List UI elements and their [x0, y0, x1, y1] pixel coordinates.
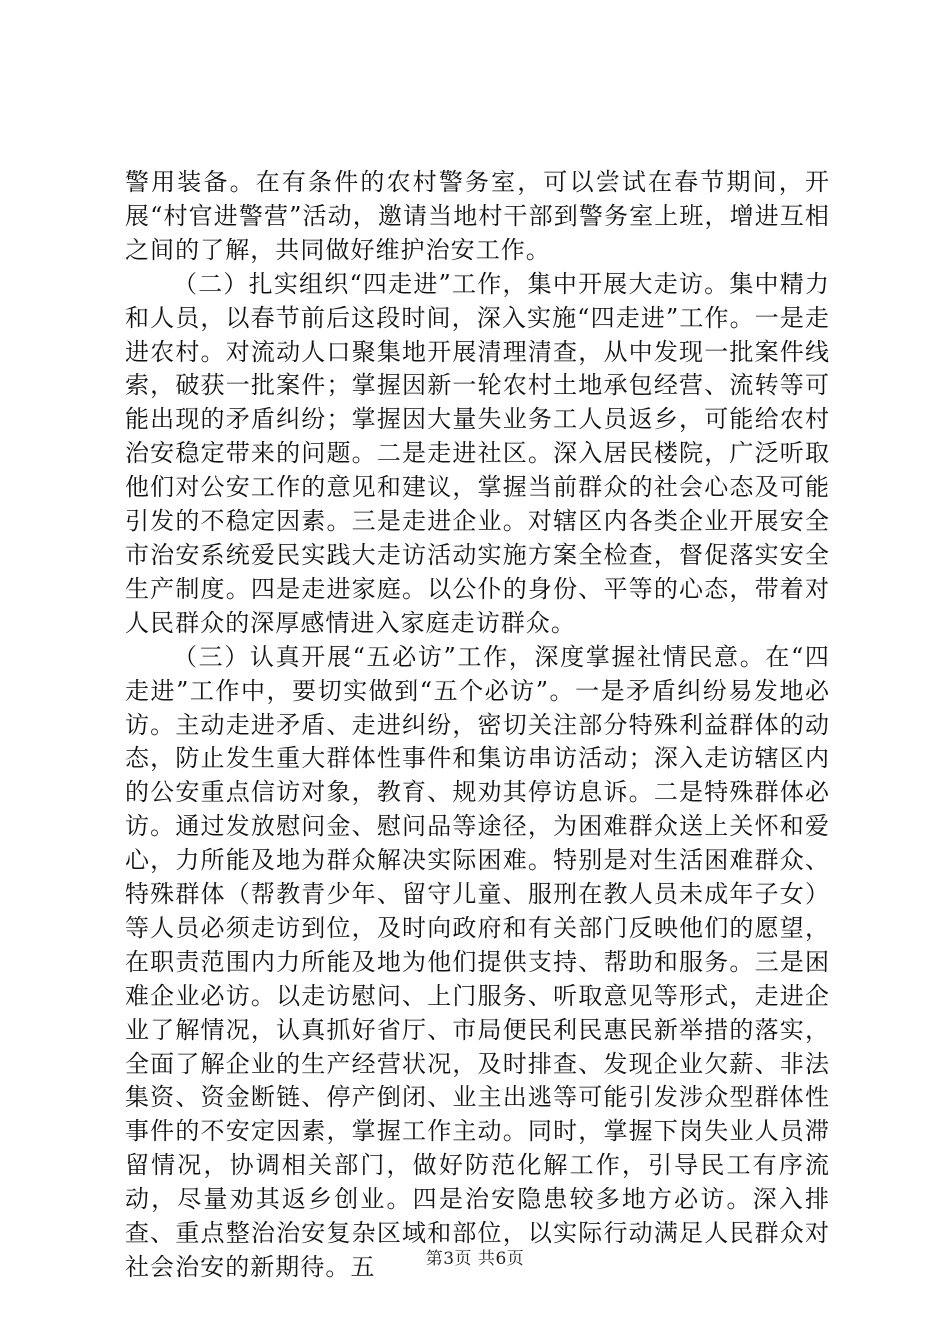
- page-number-footer: 第3页 共6页: [425, 1249, 525, 1269]
- paragraph-section-two: （二）扎实组织“四走进”工作，集中开展大走访。集中精力和人员，以春节前后这段时间，深入实施“四走进”工作。一是走进农村。对流动人口聚集地开展清理清查，从中发现一批案件线索，破获一批案件；掌握因新一轮农村土地承包经营、流转等可能出现的矛盾纠纷；掌握因大量失业务工人员返乡，可能给农村治安稳定带来的问题。二是走进社区。深入居民楼院，广泛听取他们对公安工作的意见和建议，掌握当前群众的社会心态及可能引发的不稳定因素。三是走进企业。对辖区内各类企业开展安全市治安系统爱民实践大走访活动实施方案全检查，督促落实安全生产制度。四是走进家庭。以公仆的身份、平等的心态，带着对人民群众的深厚感情进入家庭走访群众。: [125, 269, 830, 637]
- document-body: [125, 166, 830, 1285]
- paragraph-section-three: （三）认真开展“五必访”工作，深度掌握社情民意。在“四走进”工作中，要切实做到“五个必访”。一是矛盾纠纷易发地必访。主动走进矛盾、走进纠纷，密切关注部分特殊利益群体的动态，防止发生重大群体性事件和集访串访活动；深入走访辖区内的公安重点信访对象，教育、规劝其停访息诉。二是特殊群体必访。通过发放慰问金、慰问品等途径，为困难群众送上关怀和爱心，力所能及地为群众解决实际困难。特别是对生活困难群众、特殊群体（帮教青少年、留守儿童、服刑在教人员未成年子女）等人员必须走访到位，及时向政府和有关部门反映他们的愿望，在职责范围内力所能及地为他们提供支持、帮助和服务。三是困难企业必访。以走访慰问、上门服务、听取意见等形式，走进企业了解情况，认真抓好省厅、市局便民利民惠民新举措的落实，全面了解企业的生产经营状况，及时排查、发现企业欠薪、非法集资、资金断链、停产倒闭、业主出逃等可能引发涉众型群体性事件的不安定因素，掌握工作主动。同时，掌握下岗失业人员滞留情况，协调相关部门，做好防范化解工作，引导民工有序流动，尽量劝其返乡创业。四是治安隐患较多地方必访。深入排查、重点整治治安复杂区域和部位，以实际行动满足人民群众对社会治安的新期待。五: [125, 642, 830, 1281]
- paragraph-continuation: 警用装备。在有条件的农村警务室，可以尝试在春节期间，开展“村官进警营”活动，邀请当地村干部到警务室上班，增进互相之间的了解，共同做好维护治安工作。: [125, 168, 830, 264]
